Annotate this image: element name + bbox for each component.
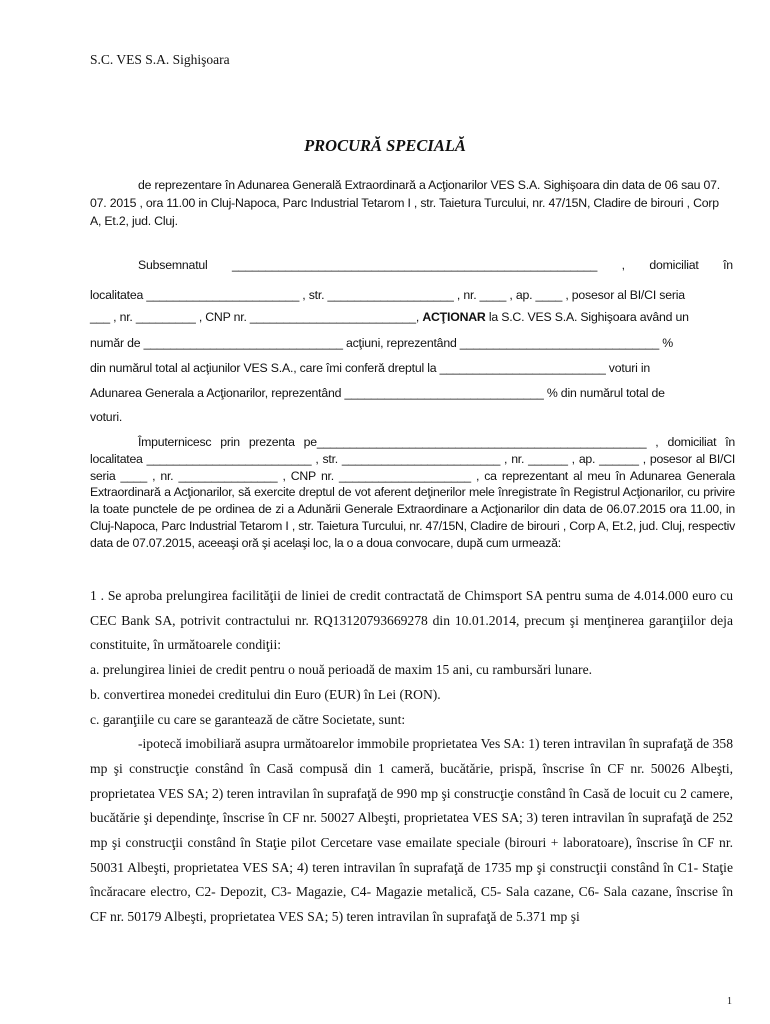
form-word: în	[723, 258, 733, 272]
form-word: ,	[621, 258, 625, 272]
condition-c: c. garanţiile cu care se garantează de către Societate, sunt:	[90, 711, 406, 727]
grant-paragraph: Împuternicesc prin prezenta pe__________________________________________________ , domiciliat în localitatea _________________________ , str. ________________________ , nr. ______ , ap. ______ , posesor al BI/CI seria ____ , nr. _______________ , CNP nr. ____________________ , ca reprezentant al meu în Adunarea Generala Extraordinară a Acţionarilor, să exercite dreptul de vot aferent deţinerilor mele înregistrate în Registrul Acţionarilor, cu privire la toate punctele de pe ordinea de zi a Adunării Generale Extraordinare a Acţionarilor din data de 06.07.2015 ora 11.00, in Cluj-Napoca, Parc Industrial Tetarom I , str. Taietura Turcului, nr. 47/15N, Cladire de birouri , Corp A, Et.2, jud. Cluj, respectiv data de 07.07.2015, aceeaşi oră şi acelaşi loc, la o a doua convocare, după cum urmează:	[90, 435, 735, 550]
form-line-cnp	[90, 310, 733, 324]
condition-a: a. prelungirea liniei de credit pentru o nouă perioadă de maxim 15 ani, cu rambursări lunare.	[90, 662, 593, 678]
form-text: Adunarea Generala a Acţionarilor, reprezentând ______________________________ % din numărul total de	[90, 386, 665, 400]
page-number: 1	[727, 996, 732, 1007]
agenda-items	[90, 584, 733, 930]
form-text: din numărul total al acţiunilor VES S.A., care îmi conferă dreptul la _________________________ voturi in	[90, 361, 651, 375]
form-line-final	[90, 410, 733, 424]
form-text: voturi.	[90, 410, 123, 424]
form-word: domiciliat	[649, 258, 699, 272]
form-text: localitatea _______________________ , str. ___________________ , nr. ____ , ap. ____ , posesor al BI/CI seria	[90, 288, 685, 302]
form-line-voturi	[90, 361, 733, 375]
form-blank: _______________________________________________________	[232, 258, 598, 272]
company-header: S.C. VES S.A. Sighişoara	[90, 52, 230, 67]
form-line-adunarea	[90, 386, 733, 400]
document-title: PROCURĂ SPECIALĂ	[304, 136, 466, 155]
intro-paragraph: de reprezentare în Adunarea Generală Extraordinară a Acţionarilor VES S.A. Sighişoara din data de 06 sau 07. 07. 2015 , ora 11.00 in Cluj-Napoca, Parc Industrial Tetarom I , str. Taietura Turcului, nr. 47/15N, Cladire de birouri , Corp A, Et.2, jud. Cluj.	[90, 178, 721, 228]
mortgage-paragraph: -ipotecă imobiliară asupra următoarelor immobile proprietatea Ves SA: 1) teren intravilan în suprafaţă de 358 mp şi construcţie constând în Casă compusă din 1 cameră, bucătărie, prispă, înscrise în CF nr. 50026 Albeşti, proprietatea VES SA; 2) teren intravilan în suprafaţă de 990 mp şi construcţie constând în Casă de locuit cu 2 camere, bucătărie şi dependinţe, înscrise în CF nr. 50027 Albeşti, proprietatea VES SA; 3) teren intravilan în suprafaţă de 252 mp şi construcţii constând în Staţie pilot Cercetare vase emailate speciale (birouri + laboratoare), înscrise în CF nr. 50031 Albeşti, proprietatea VES SA; 4) teren intravilan în suprafaţă de 1735 mp şi construcţii constând în C1- Staţie încăracare electro, C2- Depozit, C3- Magazie, C4- Magazie metalică, C5- Sala cazane, C6- Sala cazane, înscrise în CF nr. 50179 Albeşti, proprietatea VES SA; 5) teren intravilan în suprafaţă de 5.371 mp şi	[90, 736, 733, 925]
form-text: ___ , nr. _________ , CNP nr. _________________________, ACŢIONAR la S.C. VES S.A. Sighişoara având un	[90, 310, 689, 324]
condition-b: b. convertirea monedei creditului din Euro (EUR) în Lei (RON).	[90, 686, 441, 702]
form-text: număr de ______________________________ acţiuni, reprezentând ______________________________ %	[90, 336, 673, 350]
actionar-label: ACŢIONAR	[422, 310, 486, 324]
agenda-item-1: 1 . Se aproba prelungirea facilităţii de liniei de credit contractată de Chimsport SA pentru suma de 4.014.000 euro cu CEC Bank SA, potrivit contractului nr. RQ13120793669278 din 10.01.2014, precum şi menţinerea garanţiilor deja constituite, în următoarele condiţii:	[90, 588, 733, 653]
form-line-subsemnatul	[138, 258, 733, 272]
form-word: Subsemnatul	[138, 258, 208, 272]
form-line-localitatea	[90, 288, 733, 302]
form-line-actiuni	[90, 336, 733, 350]
